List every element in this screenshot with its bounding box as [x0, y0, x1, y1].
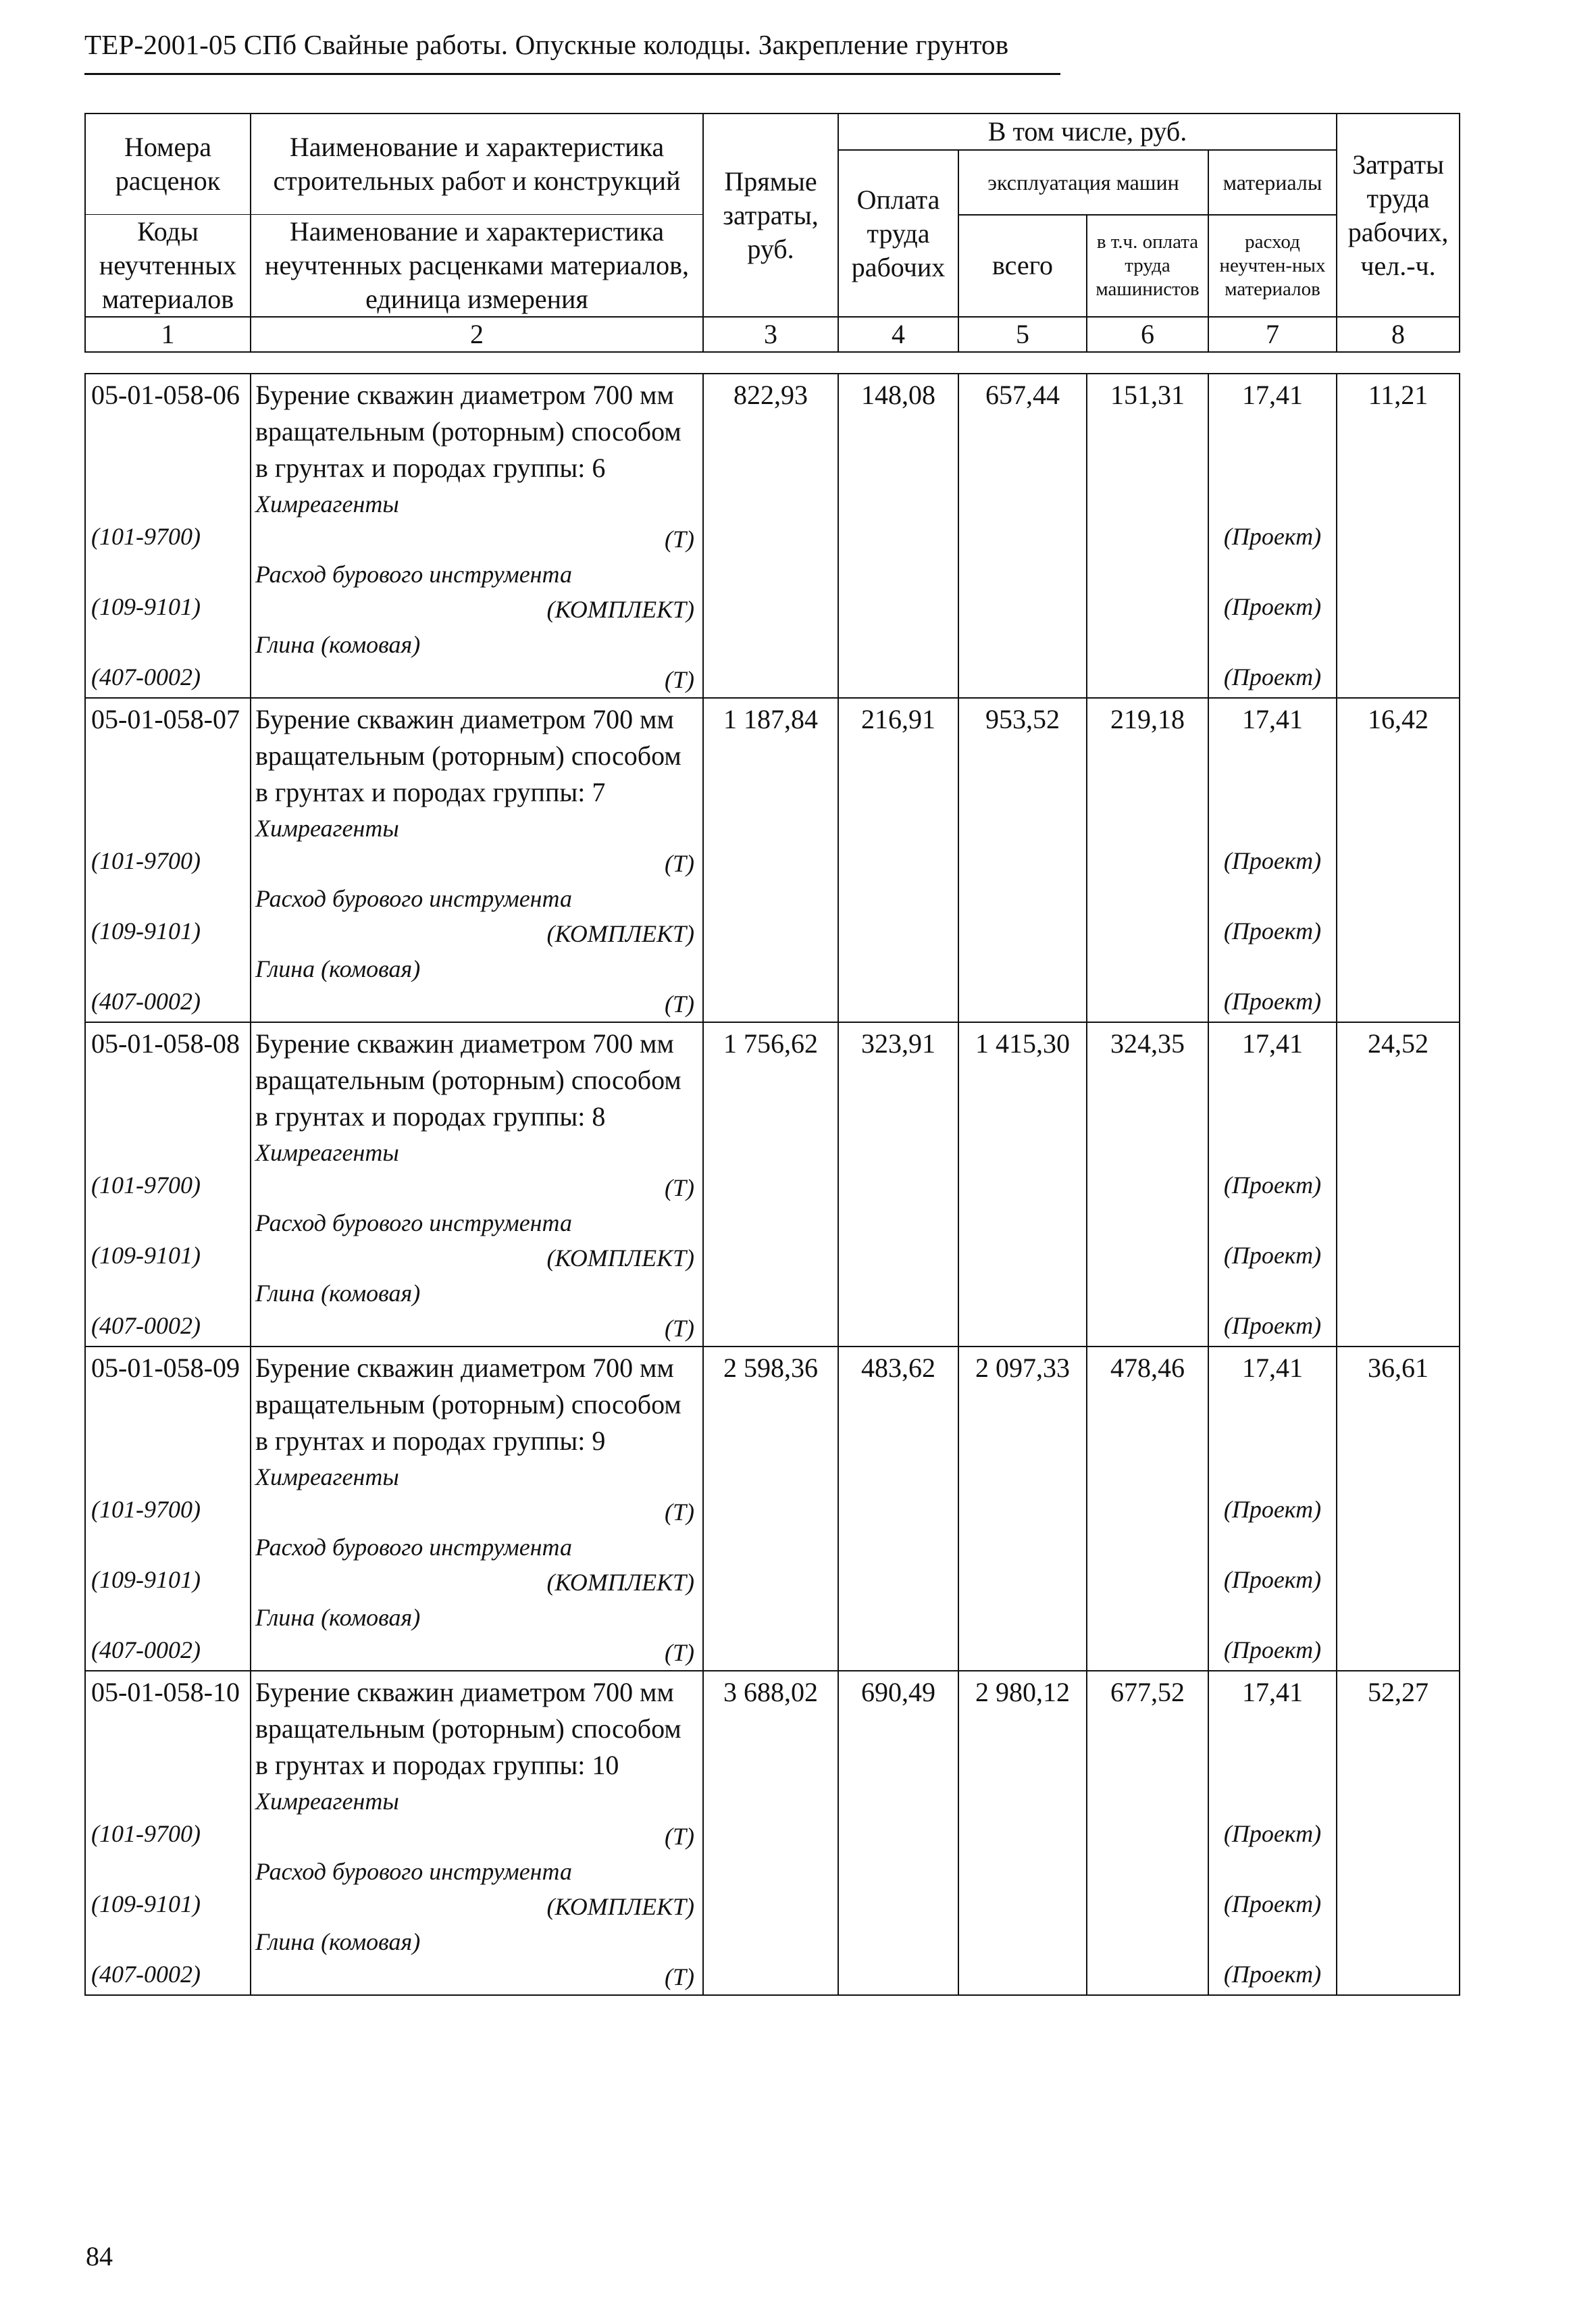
material-name: Химреагенты: [255, 1788, 399, 1815]
material-name: Химреагенты: [255, 1463, 399, 1490]
material-code: (101-9700): [91, 1172, 201, 1199]
head-materials: материалы: [1208, 150, 1337, 215]
direct-cost: 2 598,36: [703, 1347, 838, 1671]
table-row: [85, 1671, 1460, 1995]
labor-cost: 690,49: [838, 1671, 958, 1995]
material-consumption: (Проект): [1223, 1890, 1322, 1917]
labor-hours: 24,52: [1337, 1022, 1460, 1347]
material-consumption: (Проект): [1223, 847, 1322, 874]
machines-cost: 2 980,12: [958, 1671, 1087, 1995]
material-unit: (КОМПЛЕКТ): [546, 1569, 694, 1596]
material-consumption: (Проект): [1223, 1312, 1322, 1339]
table-row: [85, 1347, 1460, 1671]
materials-cost: 17,41: [1242, 704, 1303, 734]
head-col8: Затраты труда рабочих, чел.-ч.: [1337, 114, 1460, 317]
col-number: 8: [1337, 317, 1460, 352]
machines-cost: 2 097,33: [958, 1347, 1087, 1671]
material-code: (109-9101): [91, 1566, 201, 1593]
material-name: Расход бурового инструмента: [255, 561, 572, 588]
rate-code: 05-01-058-07: [91, 704, 240, 734]
material-consumption: (Проект): [1223, 1496, 1322, 1523]
col-number: 6: [1087, 317, 1208, 352]
rate-code-cell: [85, 1671, 251, 1995]
labor-cost: 148,08: [838, 374, 958, 698]
head-machines: эксплуатация машин: [958, 150, 1208, 215]
operators-cost: 677,52: [1087, 1671, 1208, 1995]
col-number: 3: [703, 317, 838, 352]
head-col6: в т.ч. оплата труда машинистов: [1087, 215, 1208, 318]
col-number: 1: [85, 317, 251, 352]
material-name: Глина (комовая): [255, 1280, 421, 1307]
material-unit: (Т): [665, 526, 694, 553]
material-name: Глина (комовая): [255, 1604, 421, 1631]
operators-cost: 478,46: [1087, 1347, 1208, 1671]
work-name: Бурение скважин диаметром 700 мм вращательным (роторным) способом в грунтах и породах группы: 7: [255, 704, 681, 807]
table-row: [85, 698, 1460, 1022]
rate-code: 05-01-058-06: [91, 380, 240, 410]
material-code: (407-0002): [91, 1961, 201, 1988]
col-number: 5: [958, 317, 1087, 352]
material-unit: (Т): [665, 1823, 694, 1850]
material-code: (109-9101): [91, 593, 201, 620]
material-code: (109-9101): [91, 1890, 201, 1917]
machines-cost: 953,52: [958, 698, 1087, 1022]
material-code: (101-9700): [91, 1496, 201, 1523]
labor-cost: 323,91: [838, 1022, 958, 1347]
labor-hours: 52,27: [1337, 1671, 1460, 1995]
head-col2-top: Наименование и характеристика строительных работ и конструкций: [251, 114, 703, 215]
material-consumption: (Проект): [1223, 917, 1322, 945]
machines-cost: 1 415,30: [958, 1022, 1087, 1347]
material-name: Расход бурового инструмента: [255, 1534, 572, 1561]
material-consumption: (Проект): [1223, 593, 1322, 620]
labor-cost: 483,62: [838, 1347, 958, 1671]
materials-cost: 17,41: [1242, 380, 1303, 410]
material-consumption: (Проект): [1223, 988, 1322, 1015]
material-code: (101-9700): [91, 523, 201, 550]
materials-cost: 17,41: [1242, 1028, 1303, 1059]
material-name: Химреагенты: [255, 1139, 399, 1166]
material-code: (407-0002): [91, 663, 201, 690]
table-row: [85, 1022, 1460, 1347]
rate-code-cell: [85, 374, 251, 698]
material-consumption: (Проект): [1223, 1636, 1322, 1663]
head-including: В том числе, руб.: [838, 114, 1337, 150]
materials-cost: 17,41: [1242, 1353, 1303, 1383]
material-code: (407-0002): [91, 1312, 201, 1339]
work-name-cell: [251, 1022, 703, 1347]
material-unit: (Т): [665, 990, 694, 1017]
direct-cost: 1 756,62: [703, 1022, 838, 1347]
operators-cost: 219,18: [1087, 698, 1208, 1022]
direct-cost: 822,93: [703, 374, 838, 698]
work-name: Бурение скважин диаметром 700 мм вращательным (роторным) способом в грунтах и породах группы: 9: [255, 1353, 681, 1456]
work-name: Бурение скважин диаметром 700 мм вращательным (роторным) способом в грунтах и породах группы: 8: [255, 1028, 681, 1132]
material-code: (101-9700): [91, 847, 201, 874]
work-name-cell: [251, 1347, 703, 1671]
material-unit: (Т): [665, 1963, 694, 1990]
material-code: (407-0002): [91, 1636, 201, 1663]
table-body: [84, 373, 1460, 1996]
rate-code: 05-01-058-09: [91, 1353, 240, 1383]
material-consumption: (Проект): [1223, 1172, 1322, 1199]
operators-cost: 151,31: [1087, 374, 1208, 698]
material-unit: (КОМПЛЕКТ): [546, 920, 694, 947]
operators-cost: 324,35: [1087, 1022, 1208, 1347]
head-col3: Прямые затраты, руб.: [703, 114, 838, 317]
material-consumption: (Проект): [1223, 1961, 1322, 1988]
material-name: Химреагенты: [255, 815, 399, 842]
material-unit: (КОМПЛЕКТ): [546, 1893, 694, 1920]
col-number: 2: [251, 317, 703, 352]
material-unit: (Т): [665, 1315, 694, 1342]
material-name: Глина (комовая): [255, 955, 421, 982]
material-code: (109-9101): [91, 1242, 201, 1269]
col-number: 4: [838, 317, 958, 352]
work-name-cell: [251, 374, 703, 698]
rate-code-cell: [85, 1347, 251, 1671]
work-name-cell: [251, 1671, 703, 1995]
material-unit: (Т): [665, 1174, 694, 1201]
material-name: Расход бурового инструмента: [255, 1209, 572, 1236]
material-unit: (Т): [665, 1499, 694, 1526]
material-name: Расход бурового инструмента: [255, 1858, 572, 1885]
material-consumption: (Проект): [1223, 1242, 1322, 1269]
rate-code-cell: [85, 1022, 251, 1347]
materials-cell: [1208, 374, 1337, 698]
material-consumption: (Проект): [1223, 1566, 1322, 1593]
direct-cost: 3 688,02: [703, 1671, 838, 1995]
labor-cost: 216,91: [838, 698, 958, 1022]
labor-hours: 36,61: [1337, 1347, 1460, 1671]
labor-hours: 16,42: [1337, 698, 1460, 1022]
materials-cost: 17,41: [1242, 1677, 1303, 1707]
page-number: 84: [86, 2241, 113, 2271]
labor-hours: 11,21: [1337, 374, 1460, 698]
work-name-cell: [251, 698, 703, 1022]
head-col7: расход неучтен-ных материалов: [1208, 215, 1337, 318]
material-code: (407-0002): [91, 988, 201, 1015]
head-col1-top: Номера расценок: [85, 114, 251, 215]
col-number: 7: [1208, 317, 1337, 352]
material-code: (109-9101): [91, 917, 201, 945]
head-col1-bottom: Коды неучтенных материалов: [85, 215, 251, 318]
material-name: Глина (комовая): [255, 1928, 421, 1955]
materials-cell: [1208, 1671, 1337, 1995]
material-consumption: (Проект): [1223, 523, 1322, 550]
page-title: ТЕР-2001-05 СПб Свайные работы. Опускные колодцы. Закрепление грунтов: [84, 29, 1009, 60]
direct-cost: 1 187,84: [703, 698, 838, 1022]
head-col5: всего: [958, 215, 1087, 318]
materials-cell: [1208, 698, 1337, 1022]
material-consumption: (Проект): [1223, 663, 1322, 690]
material-code: (101-9700): [91, 1820, 201, 1847]
head-col2-bottom: Наименование и характеристика неучтенных расценками материалов, единица измерения: [251, 215, 703, 318]
materials-cell: [1208, 1347, 1337, 1671]
material-unit: (КОМПЛЕКТ): [546, 1244, 694, 1272]
head-col4: Оплата труда рабочих: [838, 150, 958, 317]
rate-code: 05-01-058-10: [91, 1677, 240, 1707]
material-consumption: (Проект): [1223, 1820, 1322, 1847]
work-name: Бурение скважин диаметром 700 мм вращательным (роторным) способом в грунтах и породах группы: 10: [255, 1677, 681, 1780]
rate-code: 05-01-058-08: [91, 1028, 240, 1059]
material-unit: (Т): [665, 1639, 694, 1666]
table-header: [84, 113, 1460, 353]
work-name: Бурение скважин диаметром 700 мм вращательным (роторным) способом в грунтах и породах группы: 6: [255, 380, 681, 483]
machines-cost: 657,44: [958, 374, 1087, 698]
rate-code-cell: [85, 698, 251, 1022]
material-name: Расход бурового инструмента: [255, 885, 572, 912]
materials-cell: [1208, 1022, 1337, 1347]
material-unit: (Т): [665, 850, 694, 877]
material-name: Химреагенты: [255, 491, 399, 518]
material-unit: (КОМПЛЕКТ): [546, 596, 694, 623]
title-rule: [84, 73, 1060, 75]
rates-table: [84, 113, 1459, 1996]
material-name: Глина (комовая): [255, 631, 421, 658]
table-row: [85, 374, 1460, 698]
material-unit: (Т): [665, 666, 694, 693]
